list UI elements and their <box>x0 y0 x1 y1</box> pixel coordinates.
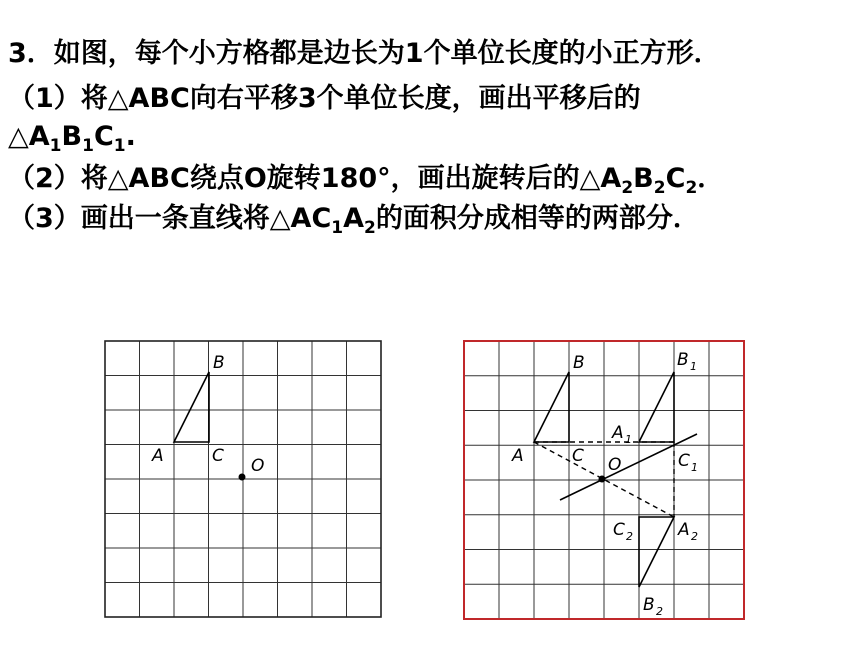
right-label-a: A <box>512 446 524 466</box>
right-label-c1: C <box>678 451 690 471</box>
right-triangle-a1b1c1 <box>639 372 674 442</box>
part2-text: （2）将△ABC绕点O旋转180°，画出旋转后的$\triangle A_2B_2C_2$． <box>8 163 725 198</box>
right-label-a1: A <box>612 423 624 443</box>
part1-text: （1）将△ABC向右平移3个单位长度，画出平移后的 <box>8 83 641 114</box>
right-triangle-a2b2c2 <box>639 517 674 587</box>
right-label-a2-sub: 2 <box>691 530 698 543</box>
right-point-o <box>599 476 606 483</box>
left-label-a: A <box>152 446 164 466</box>
right-label-b2-sub: 2 <box>656 605 663 618</box>
right-label-c2-sub: 2 <box>626 530 633 543</box>
right-label-b1: B <box>677 350 689 370</box>
right-label-c1-sub: 1 <box>691 461 698 474</box>
left-label-o: O <box>251 456 265 476</box>
right-label-a1-sub: 1 <box>625 433 632 446</box>
right-label-o: O <box>608 455 622 475</box>
right-label-b: B <box>573 353 585 373</box>
part1-triangle: $\triangle A_1B_1C_1$. <box>8 121 136 156</box>
right-label-c: C <box>572 446 584 466</box>
part3-text: （3）画出一条直线将$\triangle AC_1A_2$的面积分成相等的两部分． <box>8 203 700 238</box>
right-label-b1-sub: 1 <box>690 360 697 373</box>
right-triangle-abc <box>534 372 569 442</box>
right-label-c2: C <box>613 520 625 540</box>
right-label-a2: A <box>678 520 690 540</box>
left-label-c: C <box>212 446 224 466</box>
left-label-b: B <box>213 353 225 373</box>
right-label-b2: B <box>643 595 655 615</box>
problem-title: 3．如图，每个小方格都是边长为1个单位长度的小正方形． <box>8 38 721 69</box>
